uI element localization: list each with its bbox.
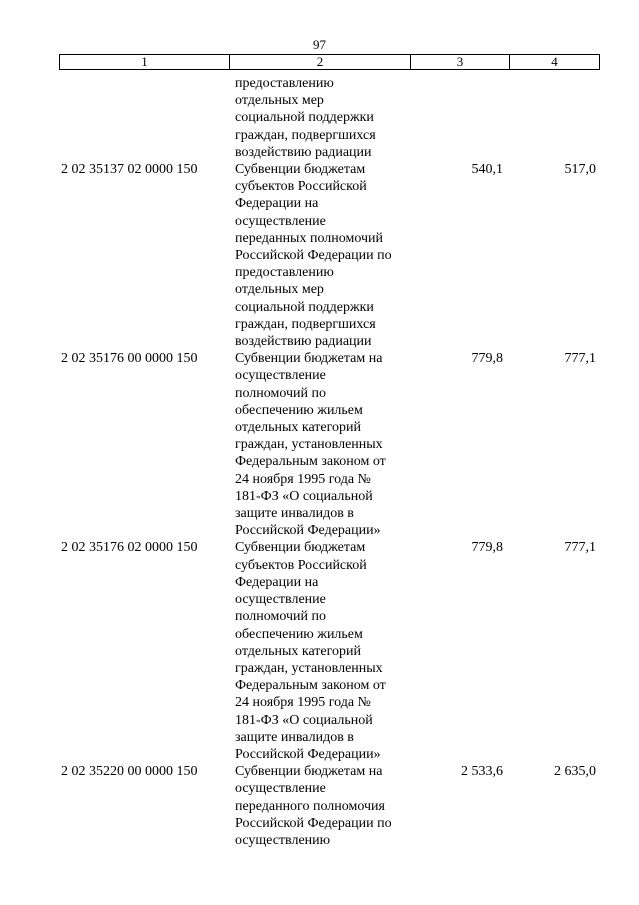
row-code bbox=[59, 75, 229, 161]
table-row bbox=[59, 350, 600, 539]
row-value-3 bbox=[410, 75, 509, 161]
row-value-3: 540,1 bbox=[471, 162, 503, 178]
row-description: предоставлению отдельных мер социальной поддержки граждан, подвергшихся воздействию радиации bbox=[235, 76, 376, 160]
column-header-1: 1 bbox=[60, 55, 230, 69]
page-number: 97 bbox=[313, 37, 326, 52]
row-description: Субвенции бюджетам на осуществление полномочий по обеспечению жильем отдельных категорий граждан, установленных Федеральным законом от 24 ноября 1995 года № 181-ФЗ «О социальной защите инвалидов в Российской Федерации» bbox=[235, 351, 386, 539]
row-value-3: 779,8 bbox=[471, 351, 503, 367]
continuation-row bbox=[59, 75, 600, 161]
row-description: Субвенции бюджетам на осуществление переданного полномочия Российской Федерации по осуществлению bbox=[235, 764, 392, 848]
table-row bbox=[59, 763, 600, 849]
table-row bbox=[59, 161, 600, 350]
row-value-4: 777,1 bbox=[564, 540, 596, 556]
row-description: Субвенции бюджетам субъектов Российской Федерации на осуществление переданных полномочий Российской Федерации по предоставлению отдельных мер социальной поддержки граждан, подвергшихся воздействию радиации bbox=[235, 162, 392, 350]
row-description: Субвенции бюджетам субъектов Российской Федерации на осуществление полномочий по обеспечению жильем отдельных категорий граждан, установленных Федеральным законом от 24 ноября 1995 года № 181-ФЗ «О социальной защите инвалидов в Российской Федерации» bbox=[235, 540, 386, 762]
row-value-4: 777,1 bbox=[564, 351, 596, 367]
row-code: 2 02 35176 00 0000 150 bbox=[61, 351, 198, 367]
row-value-4: 2 635,0 bbox=[554, 764, 596, 780]
column-header-4: 4 bbox=[551, 54, 558, 69]
row-code: 2 02 35137 02 0000 150 bbox=[61, 162, 198, 178]
table-body bbox=[59, 75, 600, 849]
table-header bbox=[59, 54, 600, 70]
row-code: 2 02 35176 02 0000 150 bbox=[61, 540, 198, 556]
row-value-3: 2 533,6 bbox=[461, 764, 503, 780]
row-code: 2 02 35220 00 0000 150 bbox=[61, 764, 198, 780]
column-header-2: 2 bbox=[230, 55, 411, 69]
row-value-3: 779,8 bbox=[471, 540, 503, 556]
column-header-3: 3 bbox=[411, 55, 510, 69]
row-value-4 bbox=[509, 75, 598, 161]
table-row bbox=[59, 539, 600, 763]
row-value-4: 517,0 bbox=[564, 162, 596, 178]
